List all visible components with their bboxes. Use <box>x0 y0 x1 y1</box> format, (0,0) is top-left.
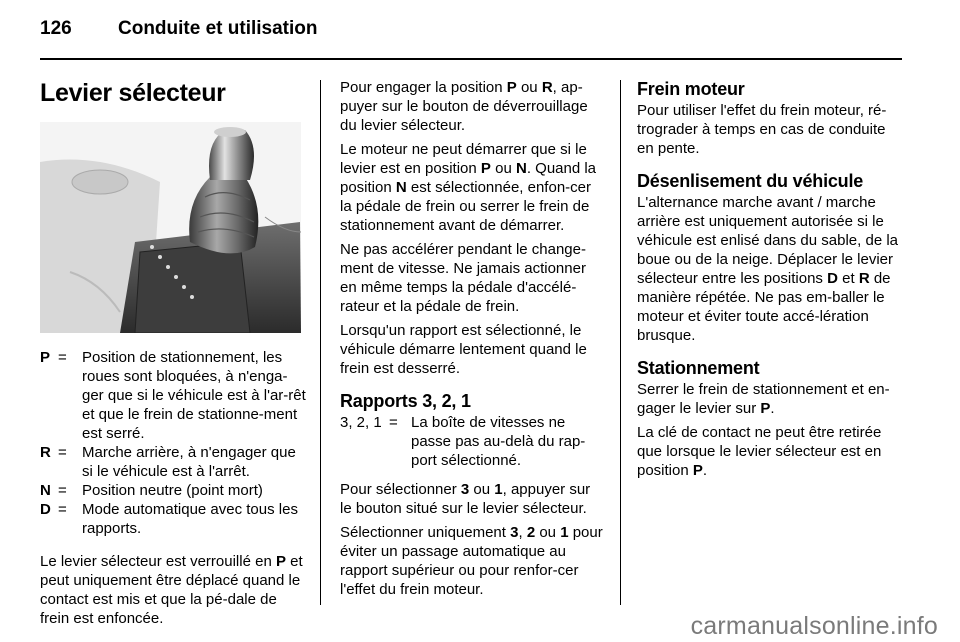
column-divider-2 <box>620 80 621 605</box>
definition-text: Position de stationnement, les roues sont bloquées, à n'enga-ger que si le véhicule est à l'ar-rêt et que le frein de stationne-ment est serré. <box>82 349 306 442</box>
definition-key: R <box>40 444 51 461</box>
definition-equals: = <box>58 444 67 461</box>
section-title: Conduite et utilisation <box>118 18 318 39</box>
parking-paragraph: Serrer le frein de stationnement et en-gager le levier sur P. <box>637 381 890 417</box>
definition-text: Mode automatique avec tous les rapports. <box>82 501 298 537</box>
position-definitions <box>40 348 306 538</box>
key-paragraph: La clé de contact ne peut être retirée que lorsque le levier sélecteur est en position P. <box>637 424 882 479</box>
gears-heading: Rapports 3, 2, 1 <box>340 391 471 411</box>
column-divider-1 <box>320 80 321 605</box>
header-rule <box>40 58 902 60</box>
definition-equals: = <box>58 349 67 366</box>
unlock-paragraph: Pour engager la position P ou R, ap-puyer sur le bouton de déverrouillage du levier sélecteur. <box>340 79 588 134</box>
start-paragraph: Le moteur ne peut démarrer que si le levier est en position P ou N. Quand la position N est sélectionnée, enfon-cer la pédale de frein ou serrer le frein de stationnement avant de démarrer. <box>340 141 597 234</box>
select-paragraph: Pour sélectionner 3 ou 1, appuyer sur le bouton situé sur le levier sélecteur. <box>340 481 591 517</box>
definition-equals: = <box>389 414 398 431</box>
engine-brake-paragraph: Pour utiliser l'effet du frein moteur, ré-trograder à temps en cas de conduite en pente. <box>637 102 887 157</box>
definition-key: 3, 2, 1 <box>340 414 382 431</box>
gear-selector-photo <box>40 122 301 333</box>
engine-brake-heading: Frein moteur <box>637 79 745 99</box>
lock-paragraph: Le levier sélecteur est verrouillé en P et peut uniquement être déplacé quand le contact est mis et que la pé-dale de frein est enfoncée. <box>40 553 303 627</box>
definition-row <box>40 500 306 538</box>
definition-key: P <box>40 349 51 366</box>
definition-equals: = <box>58 482 67 499</box>
only-select-paragraph: Sélectionner uniquement 3, 2 ou 1 pour éviter un passage automatique au rapport supérieur ou pour renfor-cer l'effet du frein moteur. <box>340 524 603 598</box>
column-3 <box>637 78 902 485</box>
definition-row <box>340 413 605 470</box>
definition-equals: = <box>58 501 67 518</box>
unstuck-heading: Désenlisement du véhicule <box>637 171 864 191</box>
definition-key: D <box>40 501 51 518</box>
accelerate-paragraph: Ne pas accélérer pendant le change-ment de vitesse. Ne jamais actionner en même temps la pédale d'accélé-rateur et la pédale de frein. <box>340 241 586 315</box>
definition-row <box>40 348 306 443</box>
definition-text: La boîte de vitesses ne passe pas au-delà du rap-port sélectionné. <box>411 414 586 469</box>
definition-row <box>40 481 306 500</box>
page-number: 126 <box>40 18 72 39</box>
parking-heading: Stationnement <box>637 358 760 378</box>
definition-row <box>40 443 306 481</box>
page-title: Levier sélecteur <box>40 79 226 107</box>
column-1 <box>40 78 306 633</box>
definition-text: Marche arrière, à n'engager que si le véhicule est à l'arrêt. <box>82 444 296 480</box>
definition-text: Position neutre (point mort) <box>82 482 263 499</box>
watermark: carmanualsonline.info <box>690 612 938 640</box>
column-2 <box>340 78 605 604</box>
definition-key: N <box>40 482 51 499</box>
creep-paragraph: Lorsqu'un rapport est sélectionné, le véhicule démarre lentement quand le frein est desserré. <box>340 322 587 377</box>
unstuck-paragraph: L'alternance marche avant / marche arrière est uniquement autorisée si le véhicule est enlisé dans du sable, de la boue ou de la neige. Déplacer le levier sélecteur entre les positions D et R de manière répétée. Ne pas em-baller le moteur et éviter toute accé-lération brusque. <box>637 194 899 344</box>
